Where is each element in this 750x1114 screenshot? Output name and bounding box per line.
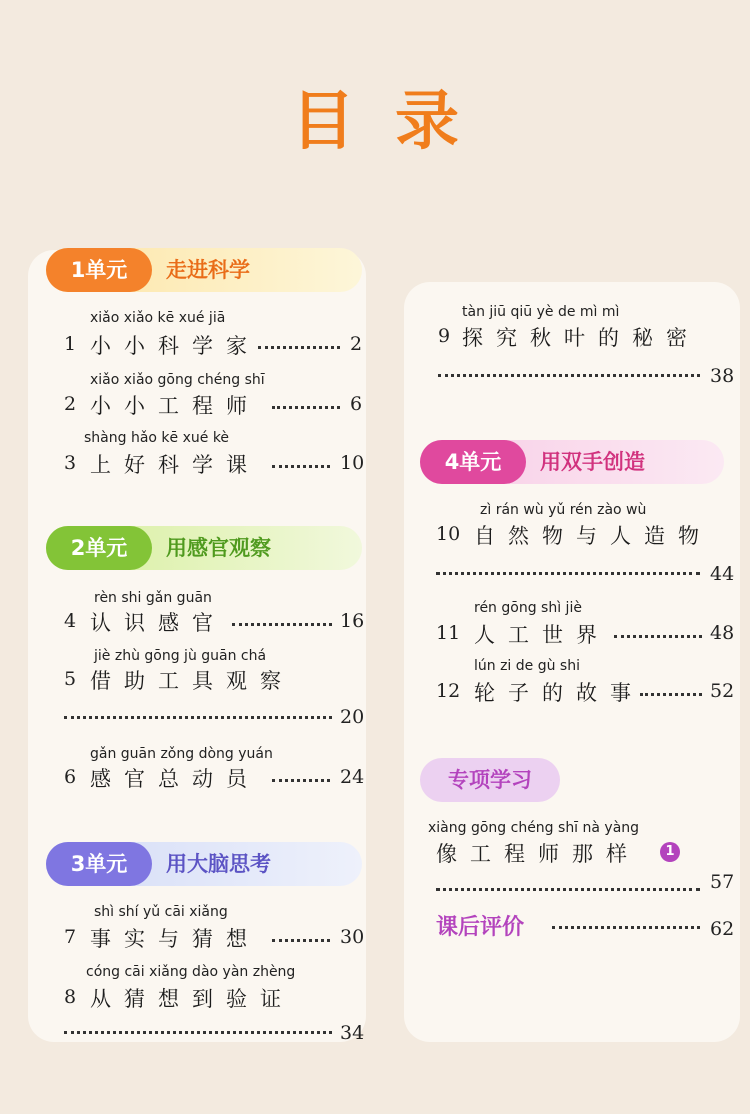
page-title: 目录 (291, 85, 499, 159)
lesson-title: 认识感官 (90, 611, 226, 635)
unit-4-header[interactable] (420, 440, 724, 484)
lesson-number: 8 (64, 986, 77, 1008)
lesson-pinyin: zì rán wù yǔ rén zào wù (480, 502, 647, 518)
unit-4-number: 4单元 (420, 440, 526, 484)
lesson-number: 2 (64, 393, 77, 415)
lesson-title: 上好科学课 (90, 453, 260, 477)
part-badge: 1 (660, 842, 680, 862)
leader-dots (64, 716, 332, 719)
lesson-title: 像工程师那样 (436, 842, 640, 866)
lesson-number: 11 (436, 622, 461, 644)
lesson-title: 小小工程师 (90, 394, 260, 418)
lesson-page: 44 (710, 563, 735, 585)
lesson-page: 20 (340, 706, 365, 728)
unit-1-name: 走进科学 (166, 258, 250, 282)
lesson-number: 6 (64, 766, 77, 788)
lesson-page: 10 (340, 452, 365, 474)
lesson-pinyin: lún zi de gù shi (474, 658, 580, 674)
lesson-pinyin: rén gōng shì jiè (474, 600, 582, 616)
unit-1-number: 1单元 (46, 248, 152, 292)
lesson-number: 7 (64, 926, 77, 948)
lesson-number: 12 (436, 680, 461, 702)
lesson-page: 48 (710, 622, 735, 644)
leader-dots (272, 465, 330, 468)
lesson-pinyin: shàng hǎo kē xué kè (84, 430, 230, 446)
lesson-page: 34 (340, 1022, 365, 1044)
lesson-pinyin: xiǎo xiǎo kē xué jiā (90, 310, 226, 326)
lesson-pinyin: xiǎo xiǎo gōng chéng shī (90, 372, 265, 388)
unit-4-name: 用双手创造 (540, 450, 645, 474)
unit-3-header[interactable] (46, 842, 362, 886)
lesson-title: 人工世界 (474, 623, 610, 647)
leader-dots (258, 346, 340, 349)
lesson-page: 52 (710, 680, 735, 702)
lesson-number: 4 (64, 610, 77, 632)
lesson-pinyin: shì shí yǔ cāi xiǎng (94, 904, 228, 920)
lesson-title: 自然物与人造物 (474, 524, 712, 548)
evaluation-label: 课后评价 (436, 915, 525, 940)
leader-dots (640, 693, 702, 696)
leader-dots (272, 939, 330, 942)
leader-dots (272, 779, 330, 782)
lesson-pinyin: gǎn guān zǒng dòng yuán (90, 746, 273, 762)
leader-dots (438, 374, 700, 377)
leader-dots (552, 926, 700, 929)
unit-3-name: 用大脑思考 (166, 852, 271, 876)
lesson-pinyin: xiàng gōng chéng shī nà yàng (428, 820, 640, 836)
lesson-title: 从猜想到验证 (90, 987, 294, 1011)
lesson-pinyin: rèn shi gǎn guān (94, 590, 212, 606)
lesson-title: 事实与猜想 (90, 927, 260, 951)
lesson-page: 6 (350, 393, 363, 415)
lesson-number: 10 (436, 523, 461, 545)
lesson-page: 16 (340, 610, 365, 632)
unit-3-number: 3单元 (46, 842, 152, 886)
special-study-header[interactable]: 专项学习 (420, 758, 560, 802)
lesson-page: 57 (710, 871, 735, 893)
lesson-page: 38 (710, 365, 735, 387)
leader-dots (272, 406, 340, 409)
lesson-title: 探究秋叶的秘密 (462, 326, 700, 350)
leader-dots (614, 635, 702, 638)
lesson-pinyin: jiè zhù gōng jù guān chá (94, 648, 267, 664)
unit-2-name: 用感官观察 (166, 536, 271, 560)
evaluation-page: 62 (710, 918, 735, 940)
lesson-title: 感官总动员 (90, 767, 260, 791)
lesson-pinyin: cóng cāi xiǎng dào yàn zhèng (86, 964, 296, 980)
lesson-number: 1 (64, 333, 77, 355)
lesson-number: 9 (438, 325, 451, 347)
lesson-number: 3 (64, 452, 77, 474)
lesson-page: 30 (340, 926, 365, 948)
leader-dots (232, 623, 332, 626)
leader-dots (436, 888, 700, 891)
lesson-pinyin: tàn jiū qiū yè de mì mì (462, 304, 620, 320)
leader-dots (436, 572, 700, 575)
unit-2-header[interactable] (46, 526, 362, 570)
lesson-title: 轮子的故事 (474, 681, 644, 705)
lesson-page: 2 (350, 333, 363, 355)
lesson-page: 24 (340, 766, 365, 788)
lesson-title: 借助工具观察 (90, 669, 294, 693)
leader-dots (64, 1031, 332, 1034)
unit-2-number: 2单元 (46, 526, 152, 570)
lesson-title: 小小科学家 (90, 334, 260, 358)
unit-1-header[interactable] (46, 248, 362, 292)
lesson-number: 5 (64, 668, 77, 690)
